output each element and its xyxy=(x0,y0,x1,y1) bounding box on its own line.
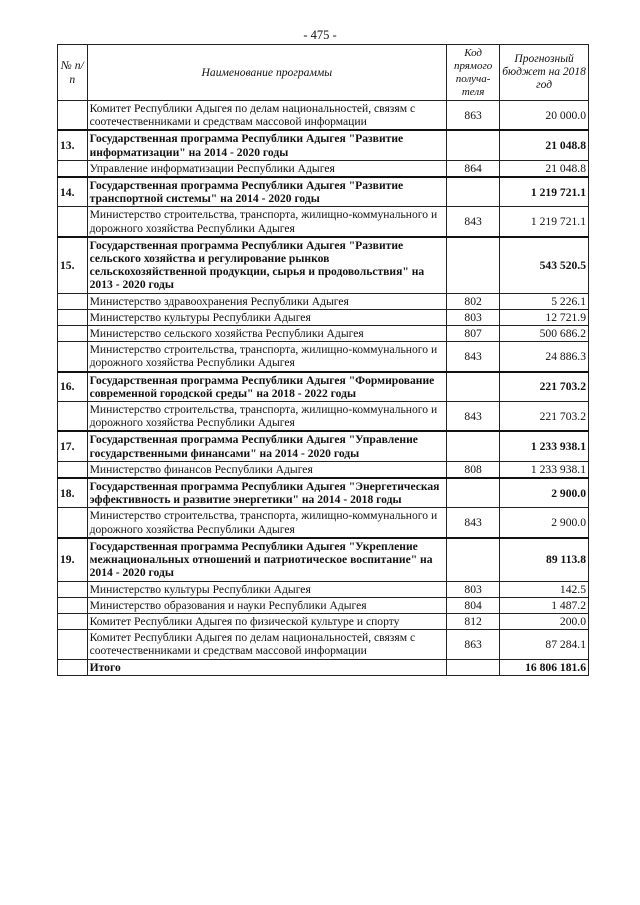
row-amount: 16 806 181.6 xyxy=(500,659,589,675)
program-row xyxy=(58,478,589,508)
table-row xyxy=(58,326,589,342)
budget-table xyxy=(57,44,589,676)
row-code xyxy=(447,177,500,207)
row-number xyxy=(58,613,88,629)
row-name: Министерство образования и науки Республики Адыгея xyxy=(87,597,446,613)
row-amount: 221 703.2 xyxy=(500,372,589,402)
row-number xyxy=(58,461,88,478)
row-name: Государственная программа Республики Адыгея "Укрепление межнациональных отношений и патриотическое воспитание" на 2014 - 2020 годы xyxy=(87,538,446,581)
row-number: 19. xyxy=(58,538,88,581)
program-row xyxy=(58,130,589,160)
row-code: 863 xyxy=(447,101,500,131)
row-number: 15. xyxy=(58,237,88,293)
page-number: - 475 - xyxy=(303,28,337,42)
row-name: Государственная программа Республики Адыгея "Развитие сельского хозяйства и регулирование рынков сельскохозяйственной продукции, сырья и продовольствия" на 2013 - 2020 годы xyxy=(87,237,446,293)
row-name: Министерство сельского хозяйства Республики Адыгея xyxy=(87,326,446,342)
row-number xyxy=(58,207,88,237)
row-amount: 2 900.0 xyxy=(500,508,589,538)
row-amount: 1 487.2 xyxy=(500,597,589,613)
table-row xyxy=(58,402,589,432)
row-name: Министерство строительства, транспорта, жилищно-коммунального и дорожного хозяйства Республики Адыгея xyxy=(87,402,446,432)
row-code: 843 xyxy=(447,342,500,372)
row-number xyxy=(58,326,88,342)
program-row xyxy=(58,538,589,581)
row-code xyxy=(447,431,500,461)
row-amount: 142.5 xyxy=(500,581,589,597)
table-row xyxy=(58,461,589,478)
row-name: Государственная программа Республики Адыгея "Управление государственными финансами" на 2014 - 2020 годы xyxy=(87,431,446,461)
row-number xyxy=(58,160,88,177)
row-number xyxy=(58,659,88,675)
row-name: Комитет Республики Адыгея по делам национальностей, связям с соотечественниками и средствам массовой информации xyxy=(87,101,446,131)
row-number: 17. xyxy=(58,431,88,461)
row-amount: 2 900.0 xyxy=(500,478,589,508)
header-num: № п/п xyxy=(58,45,88,101)
row-amount: 1 233 938.1 xyxy=(500,461,589,478)
row-code: 843 xyxy=(447,207,500,237)
row-number xyxy=(58,508,88,538)
row-code: 802 xyxy=(447,293,500,309)
row-code xyxy=(447,478,500,508)
row-name: Государственная программа Республики Адыгея "Развитие транспортной системы" на 2014 - 2020 годы xyxy=(87,177,446,207)
row-name: Министерство культуры Республики Адыгея xyxy=(87,309,446,325)
program-row xyxy=(58,372,589,402)
row-code xyxy=(447,538,500,581)
table-row xyxy=(58,581,589,597)
row-amount: 87 284.1 xyxy=(500,630,589,659)
table-row xyxy=(58,597,589,613)
row-amount: 21 048.8 xyxy=(500,130,589,160)
table-row xyxy=(58,160,589,177)
program-row xyxy=(58,237,589,293)
row-code xyxy=(447,659,500,675)
row-number xyxy=(58,101,88,131)
row-amount: 500 686.2 xyxy=(500,326,589,342)
table-row xyxy=(58,207,589,237)
row-number: 16. xyxy=(58,372,88,402)
row-amount: 543 520.5 xyxy=(500,237,589,293)
row-amount: 1 219 721.1 xyxy=(500,207,589,237)
row-number xyxy=(58,309,88,325)
row-name: Министерство строительства, транспорта, жилищно-коммунального и дорожного хозяйства Республики Адыгея xyxy=(87,207,446,237)
row-number xyxy=(58,342,88,372)
row-name: Итого xyxy=(87,659,446,675)
table-row xyxy=(58,309,589,325)
row-amount: 21 048.8 xyxy=(500,160,589,177)
row-amount: 24 886.3 xyxy=(500,342,589,372)
table-body xyxy=(58,101,589,676)
row-name: Государственная программа Республики Адыгея "Развитие информатизации" на 2014 - 2020 годы xyxy=(87,130,446,160)
row-code: 803 xyxy=(447,581,500,597)
row-amount: 20 000.0 xyxy=(500,101,589,131)
header-code: Код прямого получа-теля xyxy=(447,45,500,101)
program-row xyxy=(58,431,589,461)
row-amount: 89 113.8 xyxy=(500,538,589,581)
row-amount: 200.0 xyxy=(500,613,589,629)
row-number xyxy=(58,630,88,659)
row-code: 803 xyxy=(447,309,500,325)
row-name: Комитет Республики Адыгея по делам национальностей, связям с соотечественниками и средствам массовой информации xyxy=(87,630,446,659)
row-number xyxy=(58,597,88,613)
row-number xyxy=(58,402,88,432)
row-name: Министерство культуры Республики Адыгея xyxy=(87,581,446,597)
row-code xyxy=(447,130,500,160)
table-row xyxy=(58,293,589,309)
row-amount: 1 219 721.1 xyxy=(500,177,589,207)
row-amount: 1 233 938.1 xyxy=(500,431,589,461)
row-code: 863 xyxy=(447,630,500,659)
row-name: Министерство здравоохранения Республики Адыгея xyxy=(87,293,446,309)
table-row xyxy=(58,508,589,538)
row-name: Министерство строительства, транспорта, жилищно-коммунального и дорожного хозяйства Республики Адыгея xyxy=(87,508,446,538)
row-number: 13. xyxy=(58,130,88,160)
row-number xyxy=(58,581,88,597)
row-number: 18. xyxy=(58,478,88,508)
row-code: 843 xyxy=(447,402,500,432)
row-code: 843 xyxy=(447,508,500,538)
row-amount: 221 703.2 xyxy=(500,402,589,432)
program-row xyxy=(58,177,589,207)
table-row xyxy=(58,630,589,659)
row-name: Управление информатизации Республики Адыгея xyxy=(87,160,446,177)
row-amount: 5 226.1 xyxy=(500,293,589,309)
row-name: Министерство финансов Республики Адыгея xyxy=(87,461,446,478)
row-number: 14. xyxy=(58,177,88,207)
row-name: Министерство строительства, транспорта, жилищно-коммунального и дорожного хозяйства Республики Адыгея xyxy=(87,342,446,372)
table-row xyxy=(58,613,589,629)
row-name: Государственная программа Республики Адыгея "Энергетическая эффективность и развитие энергетики" на 2014 - 2018 годы xyxy=(87,478,446,508)
row-code: 808 xyxy=(447,461,500,478)
row-code: 804 xyxy=(447,597,500,613)
table-row xyxy=(58,342,589,372)
total-row xyxy=(58,659,589,675)
row-name: Комитет Республики Адыгея по физической культуре и спорту xyxy=(87,613,446,629)
row-name: Государственная программа Республики Адыгея "Формирование современной городской среды" на 2018 - 2022 годы xyxy=(87,372,446,402)
row-number xyxy=(58,293,88,309)
row-code xyxy=(447,372,500,402)
row-code xyxy=(447,237,500,293)
row-amount: 12 721.9 xyxy=(500,309,589,325)
table-row xyxy=(58,101,589,131)
row-code: 812 xyxy=(447,613,500,629)
header-budget: Прогнозный бюджет на 2018 год xyxy=(500,45,589,101)
header-name: Наименование программы xyxy=(87,45,446,101)
row-code: 807 xyxy=(447,326,500,342)
row-code: 864 xyxy=(447,160,500,177)
